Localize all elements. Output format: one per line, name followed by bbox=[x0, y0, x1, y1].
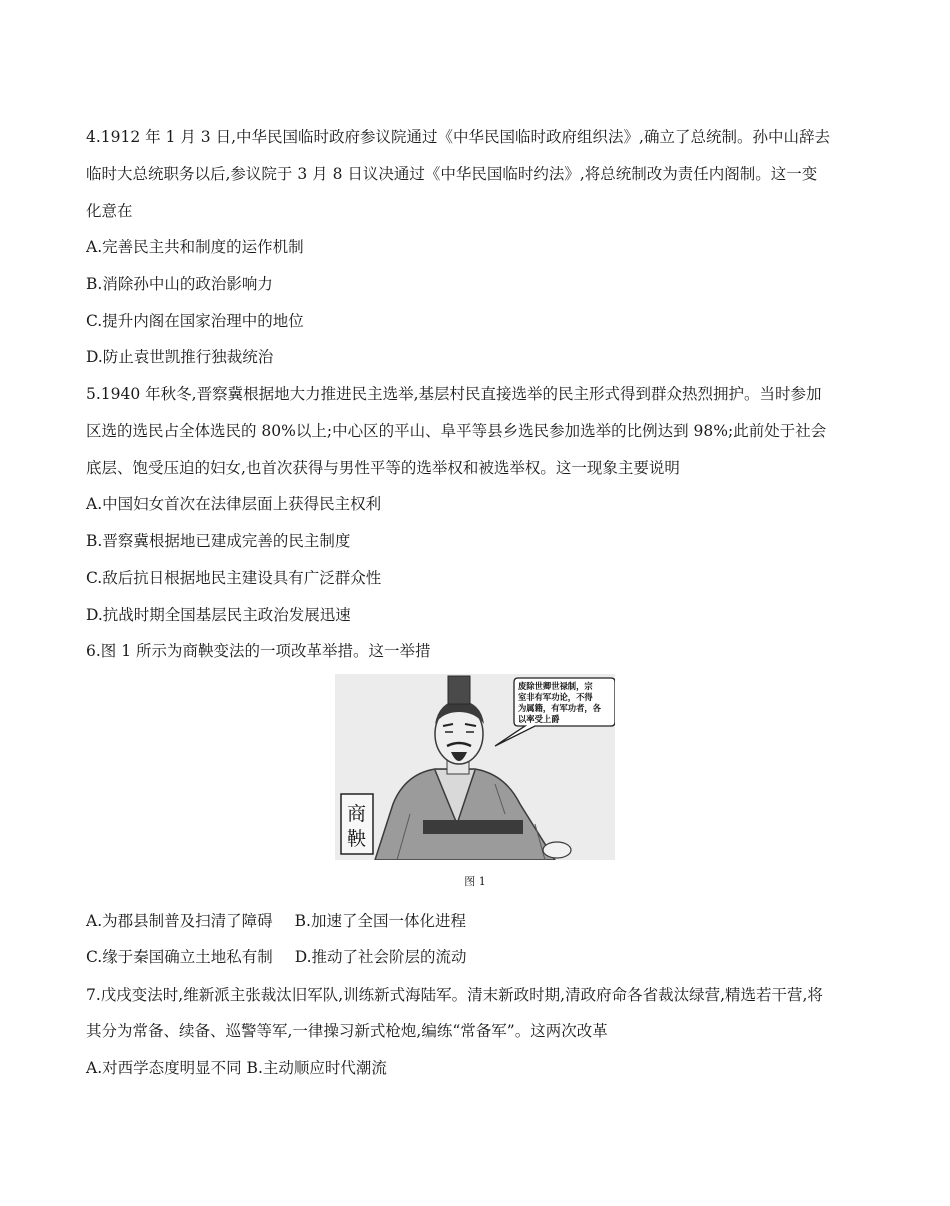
q6-option-b: B.加速了全国一体化进程 bbox=[294, 912, 466, 930]
q5-stem-line-3: 底层、饱受压迫的妇女,也首次获得与男性平等的选举权和被选举权。这一现象主要说明 bbox=[86, 459, 680, 477]
figure-caption: 图 1 bbox=[464, 875, 486, 888]
q6-option-c: C.缘于秦国确立土地私有制 bbox=[86, 948, 273, 966]
q5-option-a: A.中国妇女首次在法律层面上获得民主权利 bbox=[86, 495, 382, 513]
speech-line-2: 室非有军功论，不得 bbox=[518, 692, 593, 702]
illustration-svg bbox=[335, 674, 615, 860]
q4-stem-line-1: 4.1912 年 1 月 3 日,中华民国临时政府参议院通过《中华民国临时政府组织法》,确立了总统制。孙中山辞去 bbox=[86, 128, 830, 146]
q7-stem-line-2: 其分为常备、续备、巡警等军,一律操习新式枪炮,编练“常备军”。这两次改革 bbox=[86, 1022, 608, 1040]
q6-option-a: A.为郡县制普及扫清了障碍 bbox=[86, 912, 273, 930]
q4-option-d: D.防止袁世凯推行独裁统治 bbox=[86, 348, 274, 366]
q4-option-a: A.完善民主共和制度的运作机制 bbox=[86, 238, 304, 256]
speech-line-1: 废除世卿世禄制，宗 bbox=[518, 681, 593, 691]
hand-shape bbox=[543, 842, 571, 858]
name-char-2: 鞅 bbox=[347, 828, 367, 850]
q6-stem: 6.图 1 所示为商鞅变法的一项改革举措。这一举措 bbox=[86, 642, 431, 660]
q4-option-c: C.提升内阁在国家治理中的地位 bbox=[86, 312, 304, 330]
q5-option-c: C.敌后抗日根据地民主建设具有广泛群众性 bbox=[86, 569, 382, 587]
q6-options-row-2 bbox=[86, 946, 467, 968]
speech-line-4: 以率受上爵 bbox=[518, 714, 560, 724]
robe-sash bbox=[423, 820, 523, 834]
q4-stem-line-3: 化意在 bbox=[86, 202, 133, 220]
hat-shape bbox=[448, 676, 470, 704]
name-char-1: 商 bbox=[347, 803, 367, 825]
q6-options-row-1 bbox=[86, 910, 466, 932]
q4-stem-line-2: 临时大总统职务以后,参议院于 3 月 8 日议决通过《中华民国临时约法》,将总统制改为责任内阁制。这一变 bbox=[86, 165, 818, 183]
q5-stem-line-2: 区选的选民占全体选民的 80%以上;中心区的平山、阜平等县乡选民参加选举的比例达到 98%;此前处于社会 bbox=[86, 422, 827, 440]
q6-option-d: D.推动了社会阶层的流动 bbox=[294, 948, 467, 966]
shang-yang-illustration bbox=[335, 674, 615, 860]
q7-stem-line-1: 7.戊戌变法时,维新派主张裁汰旧军队,训练新式海陆军。清末新政时期,清政府命各省裁汰绿营,精选若干营,将 bbox=[86, 986, 823, 1004]
q7-options-line: A.对西学态度明显不同 B.主动顺应时代潮流 bbox=[86, 1059, 387, 1077]
q5-option-d: D.抗战时期全国基层民主政治发展迅速 bbox=[86, 606, 351, 624]
q4-option-b: B.消除孙中山的政治影响力 bbox=[86, 275, 273, 293]
speech-line-3: 为属籍，有军功者，各 bbox=[518, 703, 601, 713]
q5-stem-line-1: 5.1940 年秋冬,晋察冀根据地大力推进民主选举,基层村民直接选举的民主形式得到群众热烈拥护。当时参加 bbox=[86, 385, 822, 403]
q5-option-b: B.晋察冀根据地已建成完善的民主制度 bbox=[86, 532, 351, 550]
